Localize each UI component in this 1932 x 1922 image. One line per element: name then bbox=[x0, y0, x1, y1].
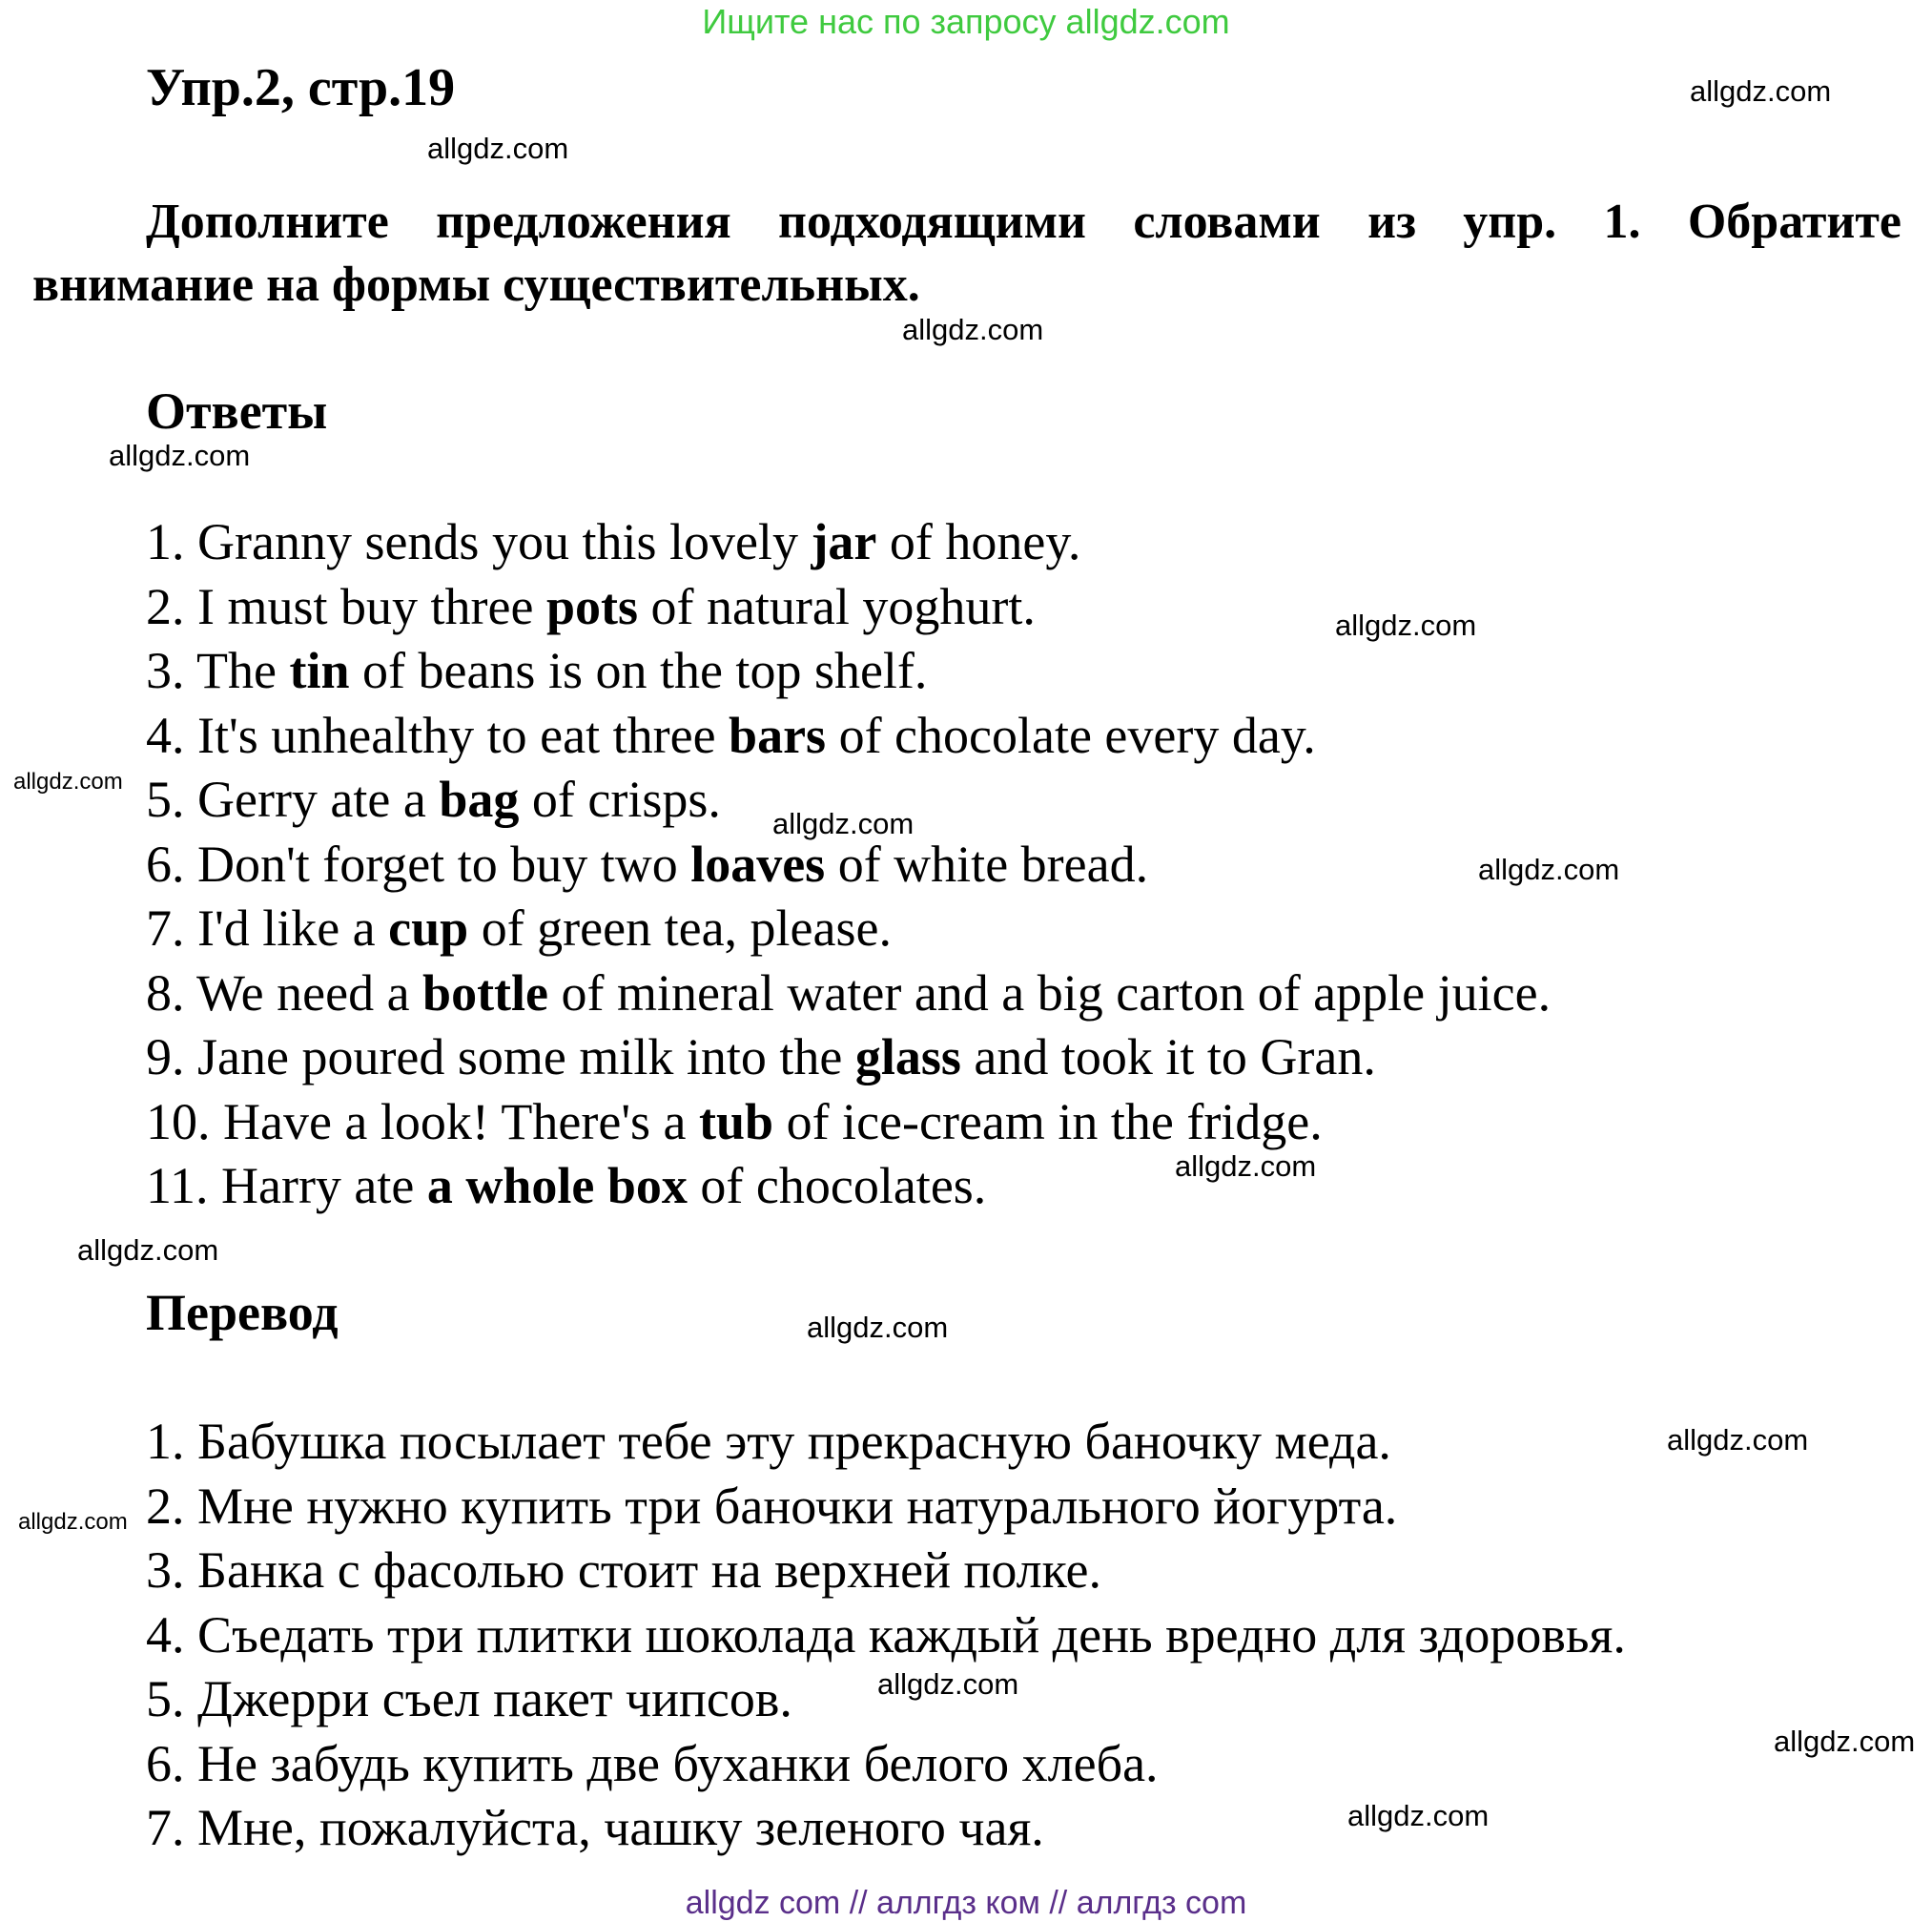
answer-item: 7. I'd like a cup of green tea, please. bbox=[146, 899, 892, 957]
translation-item: 3. Банка с фасолью стоит на верхней полке. bbox=[146, 1541, 1101, 1599]
answer-item: 9. Jane poured some milk into the glass and took it to Gran. bbox=[146, 1028, 1376, 1085]
watermark: allgdz.com bbox=[1667, 1423, 1809, 1457]
translation-item: 7. Мне, пожалуйста, чашку зеленого чая. bbox=[146, 1799, 1044, 1856]
watermark: allgdz.com bbox=[1478, 853, 1620, 886]
watermark: allgdz.com bbox=[18, 1509, 128, 1535]
answer-item: 11. Harry ate a whole box of chocolates. bbox=[146, 1157, 987, 1214]
top-banner: Ищите нас по запросу allgdz.com bbox=[702, 2, 1230, 41]
task-instruction bbox=[32, 191, 1901, 317]
watermark: allgdz.com bbox=[902, 313, 1044, 346]
watermark: allgdz.com bbox=[1690, 74, 1832, 108]
watermark: allgdz.com bbox=[877, 1667, 1019, 1701]
answer-item: 4. It's unhealthy to eat three bars of chocolate every day. bbox=[146, 706, 1316, 764]
translation-item: 4. Съедать три плитки шоколада каждый день вредно для здоровья. bbox=[146, 1605, 1626, 1664]
footer-watermark: allgdz com // аллгдз ком // аллгдз com bbox=[685, 1885, 1247, 1921]
watermark: allgdz.com bbox=[1774, 1725, 1916, 1758]
answer-item: 1. Granny sends you this lovely jar of honey. bbox=[146, 513, 1081, 570]
task-line-1: Дополните предложения подходящими словами из упр. 1. Обратите bbox=[146, 195, 1901, 249]
answer-item: 8. We need a bottle of mineral water and a big carton of apple juice. bbox=[146, 963, 1552, 1022]
watermark: allgdz.com bbox=[109, 439, 251, 472]
answers-heading: Ответы bbox=[146, 382, 328, 440]
watermark: allgdz.com bbox=[1347, 1799, 1490, 1832]
watermark: allgdz.com bbox=[13, 769, 123, 795]
page-title: Упр.2, стр.19 bbox=[146, 58, 456, 117]
translation-heading: Перевод bbox=[146, 1284, 339, 1341]
watermark: allgdz.com bbox=[807, 1311, 949, 1344]
watermark: allgdz.com bbox=[77, 1233, 219, 1267]
answer-item: 6. Don't forget to buy two loaves of white bread. bbox=[146, 835, 1149, 893]
translation-item: 1. Бабушка посылает тебе эту прекрасную баночку меда. bbox=[146, 1413, 1391, 1470]
watermark: allgdz.com bbox=[772, 807, 915, 840]
watermark: allgdz.com bbox=[1175, 1149, 1317, 1183]
answer-item: 10. Have a look! There's a tub of ice-cream in the fridge. bbox=[146, 1092, 1323, 1150]
answer-item: 3. The tin of beans is on the top shelf. bbox=[146, 642, 928, 699]
answer-item: 2. I must buy three pots of natural yoghurt. bbox=[146, 577, 1036, 635]
translation-item: 5. Джерри съел пакет чипсов. bbox=[146, 1670, 792, 1727]
watermark: allgdz.com bbox=[1335, 609, 1477, 642]
translation-item: 6. Не забудь купить две буханки белого хлеба. bbox=[146, 1734, 1159, 1792]
translation-list bbox=[146, 1410, 1626, 1861]
translation-item: 2. Мне нужно купить три баночки натурального йогурта. bbox=[146, 1477, 1398, 1535]
watermark: allgdz.com bbox=[427, 132, 569, 165]
task-line-2: внимание на формы существительных. bbox=[32, 258, 920, 312]
answer-item: 5. Gerry ate a bag of crisps. bbox=[146, 771, 721, 828]
